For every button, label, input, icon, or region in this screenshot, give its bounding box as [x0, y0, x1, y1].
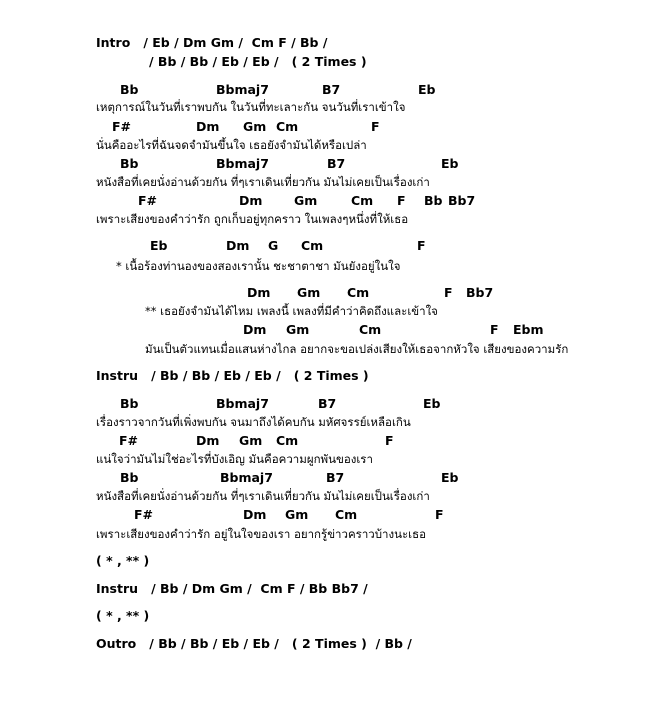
chord: Eb — [418, 82, 436, 97]
chord: Dm — [247, 285, 271, 300]
chord: F — [397, 193, 406, 208]
verse1-chords-4 — [0, 193, 661, 209]
chord: Bb — [424, 193, 443, 208]
chord: Gm — [239, 433, 263, 448]
chord: Dm — [243, 507, 267, 522]
chord: F# — [112, 119, 132, 134]
chorus1-chords-1 — [0, 238, 661, 254]
chorus2-chords-2 — [0, 322, 661, 338]
verse2-chords-4 — [0, 507, 661, 523]
chord: Bbmaj7 — [216, 396, 269, 411]
chord: Bb — [120, 156, 139, 171]
verse2-lyric-1: เรื่องราวจากวันที่เพิ่งพบกัน จนมาถึงได้คบกัน มหัศจรรย์เหลือเกิน — [96, 415, 411, 429]
chord: F# — [138, 193, 158, 208]
chord: Eb — [423, 396, 441, 411]
verse1-chords-3 — [0, 156, 661, 172]
chord: Dm — [196, 433, 220, 448]
chorus1-lyric-1: * เนื้อร้องท่านองของสองเรานั้น ชะชาตาชา มันยังอยู่ในใจ — [116, 259, 401, 273]
chord: F — [385, 433, 394, 448]
chord: F — [490, 322, 499, 337]
verse2-lyric-3: หนังสือที่เคยนั่งอ่านด้วยกัน ที่ๆเราเดินเที่ยวกัน มันไม่เคยเป็นเรื่องเก่า — [96, 489, 430, 503]
chord: Bbmaj7 — [216, 82, 269, 97]
chord: Gm — [286, 322, 310, 337]
chord: F — [444, 285, 453, 300]
chord: F — [435, 507, 444, 522]
repeat-marker-2: ( * , ** ) — [96, 608, 150, 623]
instru-line-2: Instru / Bb / Dm Gm / Cm F / Bb Bb7 / — [96, 581, 368, 596]
chord: Dm — [196, 119, 220, 134]
chord: Bbmaj7 — [220, 470, 273, 485]
chord: F# — [134, 507, 154, 522]
chorus2-lyric-2: มันเป็นตัวแทนเมื่อแสนห่างไกล อยากจะขอเปล่งเสียงให้เธอจากหัวใจ เสียงของความรัก — [145, 342, 569, 356]
chord: Dm — [243, 322, 267, 337]
chord: Bbmaj7 — [216, 156, 269, 171]
chord: Gm — [243, 119, 267, 134]
chord: Cm — [276, 433, 299, 448]
chord: B7 — [322, 82, 341, 97]
chord: Cm — [301, 238, 324, 253]
chord: Gm — [297, 285, 321, 300]
verse2-lyric-4: เพราะเสียงของคำว่ารัก อยู่ในใจของเรา อยากรู้ข่าวคราวบ้างนะเธอ — [96, 527, 427, 541]
verse2-lyric-2: แน่ใจว่ามันไม่ใช่อะไรที่บังเอิญ มันคือความผูกพันของเรา — [96, 452, 373, 466]
verse1-lyric-1: เหตุการณ์ในวันที่เราพบกัน ในวันที่ทะเลาะกัน จนวันที่เราเข้าใจ — [96, 100, 406, 114]
chord: Eb — [441, 470, 459, 485]
chord: B7 — [326, 470, 345, 485]
chord: Gm — [294, 193, 318, 208]
chord: Cm — [351, 193, 374, 208]
verse1-chords-1 — [0, 82, 661, 98]
verse1-lyric-2: นั่นคืออะไรที่ฉันจดจำมันขึ้นใจ เธอยังจำมันได้หรือเปล่า — [96, 138, 367, 152]
intro-line-2: / Bb / Bb / Eb / Eb / ( 2 Times ) — [149, 54, 367, 69]
verse2-chords-1 — [0, 396, 661, 412]
verse1-lyric-3: หนังสือที่เคยนั่งอ่านด้วยกัน ที่ๆเราเดินเที่ยวกัน มันไม่เคยเป็นเรื่องเก่า — [96, 175, 430, 189]
chord: Eb — [150, 238, 168, 253]
verse2-chords-3 — [0, 470, 661, 486]
outro-line: Outro / Bb / Bb / Eb / Eb / ( 2 Times ) / Bb / — [96, 636, 412, 651]
verse2-chords-2 — [0, 433, 661, 449]
chord: Bb — [120, 396, 139, 411]
chord: B7 — [327, 156, 346, 171]
verse1-chords-2 — [0, 119, 661, 135]
chord: Eb — [441, 156, 459, 171]
chord: Dm — [226, 238, 250, 253]
chord: Dm — [239, 193, 263, 208]
chord: F# — [119, 433, 139, 448]
chord: Bb — [120, 470, 139, 485]
chorus2-lyric-1: ** เธอยังจำมันได้ไหม เพลงนี้ เพลงที่มีคำว่าคิดถึงและเข้าใจ — [145, 304, 438, 318]
verse1-lyric-4: เพราะเสียงของคำว่ารัก ถูกเก็บอยู่ทุกคราว ในเพลงๆหนึ่งที่ให้เธอ — [96, 212, 409, 226]
intro-line-1: Intro / Eb / Dm Gm / Cm F / Bb / — [96, 35, 328, 50]
chord: B7 — [318, 396, 337, 411]
chord: F — [371, 119, 380, 134]
chord: Cm — [335, 507, 358, 522]
instru-line-1: Instru / Bb / Bb / Eb / Eb / ( 2 Times ) — [96, 368, 369, 383]
chord: G — [268, 238, 279, 253]
chord: Cm — [359, 322, 382, 337]
chord: Bb — [120, 82, 139, 97]
repeat-marker-1: ( * , ** ) — [96, 553, 150, 568]
chord: Cm — [347, 285, 370, 300]
chord: Gm — [285, 507, 309, 522]
chord: Bb7 — [466, 285, 494, 300]
chorus2-chords-1 — [0, 285, 661, 301]
chord: F — [417, 238, 426, 253]
chord: Bb7 — [448, 193, 476, 208]
chord: Cm — [276, 119, 299, 134]
chord: Ebm — [513, 322, 544, 337]
